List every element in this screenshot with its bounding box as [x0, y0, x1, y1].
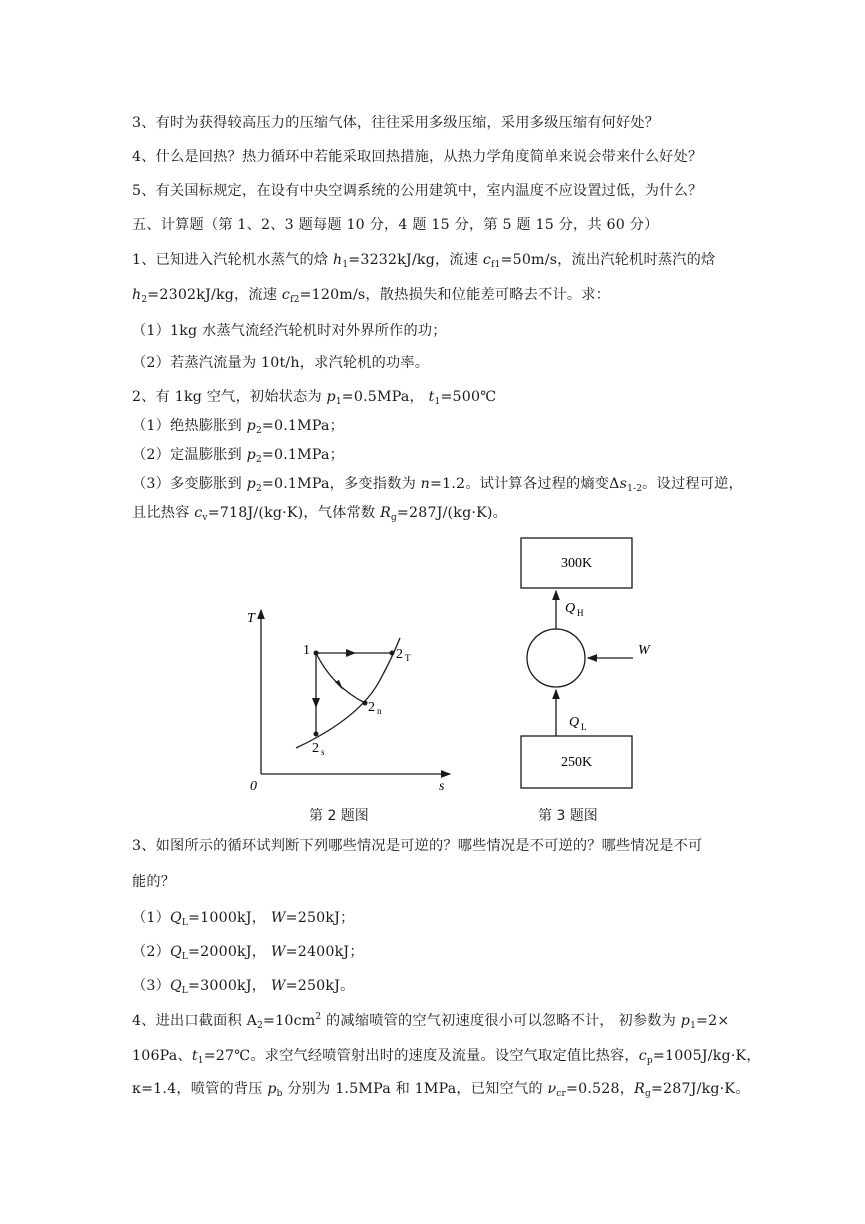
ql-label-sub: L	[581, 722, 587, 732]
qh-label: Q	[565, 601, 576, 616]
label-2t-sub: T	[405, 653, 411, 663]
process-1-2n	[316, 653, 365, 703]
cold-reservoir-temp: 250K	[561, 755, 593, 770]
hot-reservoir-temp: 300K	[561, 556, 593, 571]
problem-3-case-1: $(1)Q_L=1000kJ$， W=250kJ；	[132, 910, 355, 928]
problem-3-line-1: 3、如图所示的循环试判断下列哪些情况是可逆的？哪些情况是不可逆的？哪些情况是不可	[132, 838, 703, 854]
figure-2-ts-diagram	[240, 600, 460, 800]
problem-3-line-2: 能的？	[132, 874, 176, 890]
problem-3-case-3: $(3)Q_L=3000kJ$， W=250kJ。	[132, 978, 355, 996]
question-4-3: 3、有时为获得较高压力的压缩气体，往往采用多级压缩，采用多级压缩有何好处？	[132, 115, 660, 131]
origin-label: 0	[250, 779, 257, 794]
problem-4-line-1: 4、进出口截面积 $A_2=10cm^2$ 的减缩喷管的空气初速度很小可以忽略不计， 初参数为 $p_1=2\times$	[132, 1012, 730, 1031]
state-point-2t	[390, 651, 395, 656]
problem-1-line-2: $h_2=2302kJ/kg$，流速 $c_{f2}=120m/s$，散热损失和位能差可略去不计。求：	[132, 287, 611, 305]
problem-4-line-3: κ=1.4，喷管的背压 $p_b$ 分别为 1.5MPa 和 1MPa，已知空气的 $\nu_{cr}=0.528$，$R_g=287J/kg\cdot K$。	[132, 1081, 750, 1099]
state-point-1	[314, 651, 319, 656]
problem-2-item-2: （2）定温膨胀到 $p_2=0.1MPa$；	[132, 447, 345, 465]
problem-4-line-2: 106Pa、$t_1=27℃$。求空气经喷管射出时的速度及流量。设空气取定值比热容，$c_p=1005J/kg\cdot K$，	[132, 1048, 761, 1066]
figure-2-caption: 第 2 题图	[309, 808, 369, 824]
problem-1-line-1: 1、已知进入汽轮机水蒸气的焓 $h_1=3232kJ/kg$，流速 $c_{f1}=50m/s$，流出汽轮机时蒸汽的焓	[132, 252, 716, 270]
section-5-heading: 五、计算题（第 1、2、3 题每题 10 分，4 题 15 分，第 5 题 15 分，共 60 分）	[132, 217, 659, 233]
label-2s: 2	[312, 741, 319, 756]
figure-3-cycle-diagram	[505, 530, 680, 795]
problem-2-line-2: 且比热容 $c_v=718J/(kg\cdot K)$，气体常数 $R_g=287J/(kg\cdot K)$。	[132, 505, 508, 523]
label-2t: 2	[396, 647, 403, 662]
t-axis-label: T	[247, 611, 255, 626]
problem-1-item-2: （2）若蒸汽流量为 10t/h，求汽轮机的功率。	[132, 355, 430, 371]
label-1: 1	[303, 643, 310, 658]
label-2n: 2	[368, 700, 375, 715]
question-4-5: 5、有关国标规定，在设有中央空调系统的公用建筑中，室内温度不应设置过低，为什么？	[132, 183, 703, 199]
label-2n-sub: n	[377, 706, 382, 716]
label-2s-sub: s	[321, 747, 325, 757]
problem-3-case-2: $(2)Q_L=2000kJ$， W=2400kJ；	[132, 944, 364, 962]
w-label: W	[638, 643, 650, 658]
problem-2-line-1: 2、有 1kg 空气，初始状态为 $p_1=0.5MPa$， $t_1=500℃$	[132, 389, 497, 407]
s-axis-label: s	[439, 779, 445, 794]
state-point-2s	[314, 732, 319, 737]
cycle-circle	[527, 629, 585, 687]
qh-label-sub: H	[577, 608, 584, 618]
figure-3-caption: 第 3 题图	[538, 808, 598, 824]
problem-2-item-1: （1）绝热膨胀到 $p_2=0.1MPa$；	[132, 418, 345, 436]
problem-2-item-3: （3）多变膨胀到 $p_2=0.1MPa$，多变指数为 n=1.2。试计算各过程的熵变$\Delta s_{1-2}$。设过程可逆，	[132, 476, 743, 494]
ql-label: Q	[569, 715, 580, 730]
question-4-4: 4、什么是回热？热力循环中若能采取回热措施，从热力学角度简单来说会带来什么好处？	[132, 149, 703, 165]
problem-1-item-1: （1）1kg 水蒸气流经汽轮机时对外界所作的功；	[132, 323, 447, 339]
state-point-2n	[363, 701, 368, 706]
